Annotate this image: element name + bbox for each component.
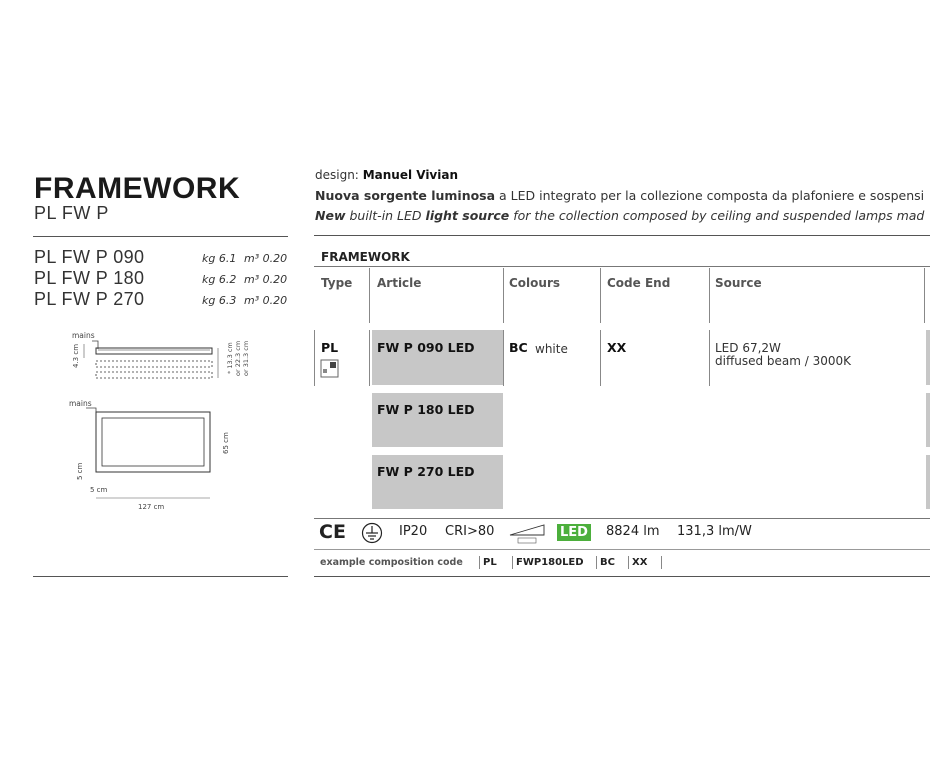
description-it-text: a LED integrato per la collezione composta da plafoniere e sospensi [495,188,925,203]
model-row: PL FW P 090 [34,247,145,267]
table-title: FRAMEWORK [321,250,410,264]
column-separator [709,268,710,323]
description-en-bold2: light source [425,208,510,223]
model-row: PL FW P 270 [34,289,145,309]
mains-label: mains [72,331,95,340]
drop-label: * 13.3 cm [226,342,234,374]
product-title: FRAMEWORK [34,172,241,205]
code-end-value: XX [607,340,627,355]
divider [33,576,288,577]
luminous-efficacy: 131,3 lm/W [677,524,752,539]
column-separator [709,330,710,386]
description-en-bold: New [315,208,346,223]
model-weight: kg 6.2 [202,273,237,286]
code-separator [512,556,513,569]
frame-label: 5 cm [76,462,84,480]
drop-alt-label: or 22.3 cm [234,340,242,376]
led-badge: LED [557,524,591,541]
divider [33,236,288,237]
frame-label: 5 cm [90,486,108,494]
colour-name: white [535,342,568,356]
composition-part: FWP180LED [516,557,584,568]
colour-code: BC [509,340,528,355]
column-header-code-end: Code End [607,276,671,290]
mains-label: mains [69,399,92,408]
description-en-rest: for the collection composed by ceiling and suspended lamps mad [509,208,925,223]
column-header-type: Type [321,276,353,290]
code-separator [596,556,597,569]
description-it [315,188,924,203]
model-weight: kg 6.3 [202,294,237,307]
model-volume: m³ 0.20 [244,273,288,286]
composition-part: PL [483,557,497,568]
column-header-article: Article [377,276,422,290]
side-view-diagram [66,328,266,398]
code-separator [628,556,629,569]
article-code: FW P 270 LED [377,464,475,479]
composition-label: example composition code [320,557,463,568]
model-weight: kg 6.1 [202,252,237,265]
design-label: design: [315,168,359,182]
divider [314,549,930,550]
article-code: FW P 180 LED [377,402,475,417]
article-cell [372,330,503,385]
column-separator [503,330,504,386]
dimmable-icon [508,523,546,545]
height-label: 4.3 cm [72,343,80,368]
source-power: LED 67,2W [715,341,781,355]
model-row: PL FW P 180 [34,268,145,288]
column-separator [600,268,601,323]
code-separator [661,556,662,569]
cri-rating: CRI>80 [445,524,495,539]
composition-part: BC [600,557,615,568]
description-it-bold: Nuova sorgente luminosa [315,188,496,203]
ip-rating: IP20 [399,524,428,539]
divider [314,235,930,236]
cell-edge [926,455,930,509]
design-credit [315,168,458,182]
model-volume: m³ 0.20 [244,294,288,307]
ce-mark-icon: CE [319,521,346,543]
column-header-colours: Colours [509,276,561,290]
column-separator [600,330,601,386]
lumen-output: 8824 lm [606,524,660,539]
table-bottom-rule [314,518,930,519]
divider [314,576,930,577]
depth-label: 65 cm [222,432,230,454]
top-view-diagram [66,398,266,516]
product-code: PL FW P [34,203,109,223]
ceiling-mount-icon [320,359,340,379]
composition-part: XX [632,557,648,568]
cell-edge [926,393,930,447]
code-separator [479,556,480,569]
table-header-rule [314,266,930,267]
length-label: 127 cm [138,503,165,511]
description-en [315,208,924,223]
source-beam: diffused beam / 3000K [715,354,852,368]
column-separator [314,330,315,386]
cell-edge [926,330,930,385]
article-code: FW P 090 LED [377,340,475,355]
ground-symbol-icon [361,522,383,544]
drop-alt-label: or 31.3 cm [242,340,250,376]
type-value: PL [321,340,339,355]
column-separator [503,268,504,323]
model-volume: m³ 0.20 [244,252,288,265]
column-header-source: Source [715,276,762,290]
column-separator [924,268,925,323]
column-separator [369,268,370,323]
column-separator [369,330,370,386]
designer-name: Manuel Vivian [362,168,459,182]
description-en-text: built-in LED [345,208,426,223]
